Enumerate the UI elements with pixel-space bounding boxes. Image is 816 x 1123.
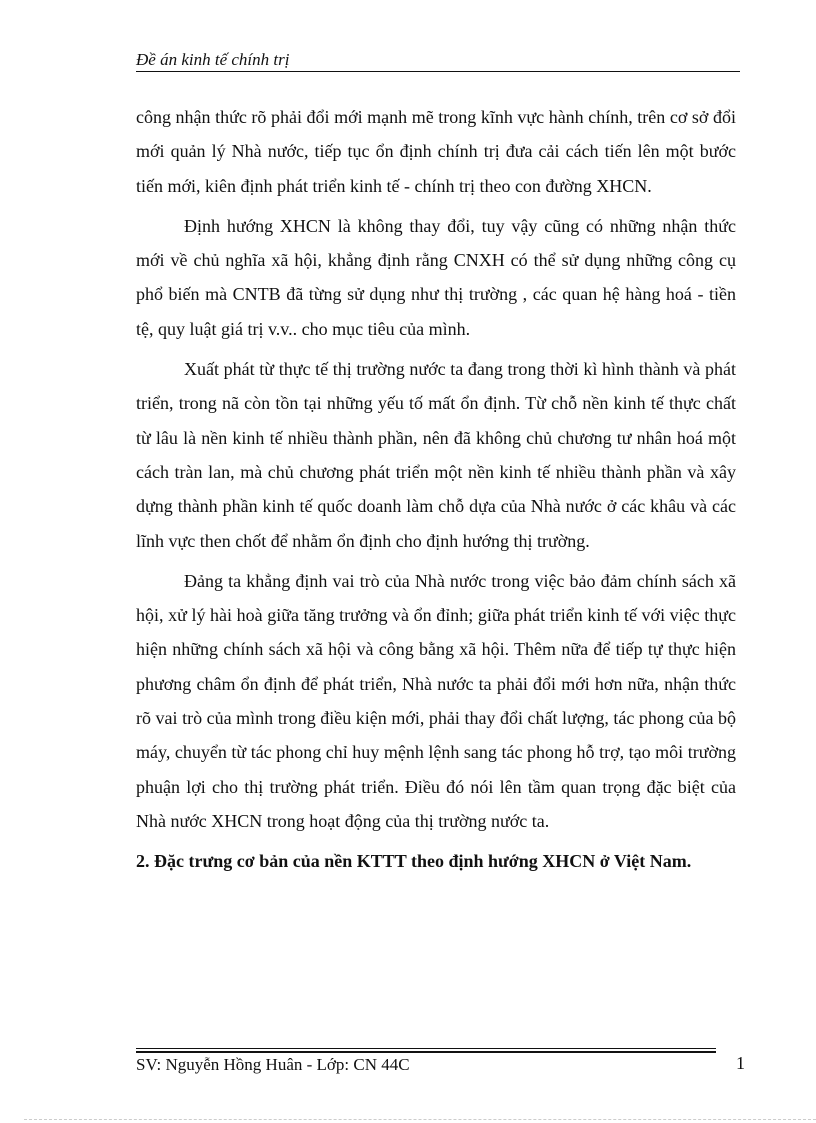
body-paragraph-3: Xuất phát từ thực tế thị trường nước ta đang trong thời kì hình thành và phát triển, trong nã còn tồn tại những yếu tố mất ổn định. Từ chỗ nền kinh tế thực chất từ lâu là nền kinh tế nhiều thành phần, nên đã không chủ chương tư nhân hoá một cách tràn lan, mà chủ chương phát triển một nền kinh tế nhiều thành phần và xây dựng thành phần kinh tế quốc doanh làm chỗ dựa của Nhà nước ở các khâu và các lĩnh vực then chốt để nhằm ổn định cho định hướng thị trường. [136, 359, 736, 551]
page-number: 1 [736, 1053, 745, 1073]
body-paragraph-2: Định hướng XHCN là không thay đổi, tuy vậy cũng có những nhận thức mới về chủ nghĩa xã hội, khẳng định rằng CNXH có thể sử dụng những công cụ phổ biến mà CNTB đã từng sử dụng như thị trường , các quan hệ hàng hoá - tiền tệ, quy luật giá trị v.v.. cho mục tiêu của mình. [136, 215, 736, 339]
page-header-title: Đề án kinh tế chính trị [136, 50, 290, 69]
header-divider [136, 71, 740, 72]
footer-author-line: SV: Nguyễn Hồng Huân - Lớp: CN 44C [136, 1055, 410, 1074]
body-paragraph-1: công nhận thức rõ phải đổi mới mạnh mẽ trong kĩnh vực hành chính, trên cơ sở đổi mới quản lý Nhà nước, tiếp tục ổn định chính trị đưa cải cách tiến lên một bước tiến mới, kiên định phát triển kinh tế - chính trị theo con đường XHCN. [136, 107, 736, 196]
page-edge-line [24, 1119, 816, 1120]
body-paragraph-4: Đảng ta khẳng định vai trò của Nhà nước trong việc bảo đảm chính sách xã hội, xử lý hài hoà giữa tăng trưởng và ổn đỉnh; giữa phát triển kinh tế với việc thực hiện những chính sách xã hội và công bằng xã hội. Thêm nữa để tiếp tự thực hiện phương châm ổn định để phát triển, Nhà nước ta phải đổi mới hơn nữa, nhận thức rõ vai trò của mình trong điều kiện mới, phải thay đổi chất lượng, tác phong của bộ máy, chuyển từ tác phong chỉ huy mệnh lệnh sang tác phong hỗ trợ, tạo môi trường phuận lợi cho thị trường phát triển. Điều đó nói lên tầm quan trọng đặc biệt của Nhà nước XHCN trong hoạt động của thị trường nước ta. [136, 570, 736, 831]
footer-divider-thick [136, 1051, 716, 1053]
section-heading: 2. Đặc trưng cơ bản của nền KTTT theo định hướng XHCN ở Việt Nam. [136, 851, 692, 872]
footer-divider-thin [136, 1048, 716, 1049]
document-body [136, 100, 736, 879]
